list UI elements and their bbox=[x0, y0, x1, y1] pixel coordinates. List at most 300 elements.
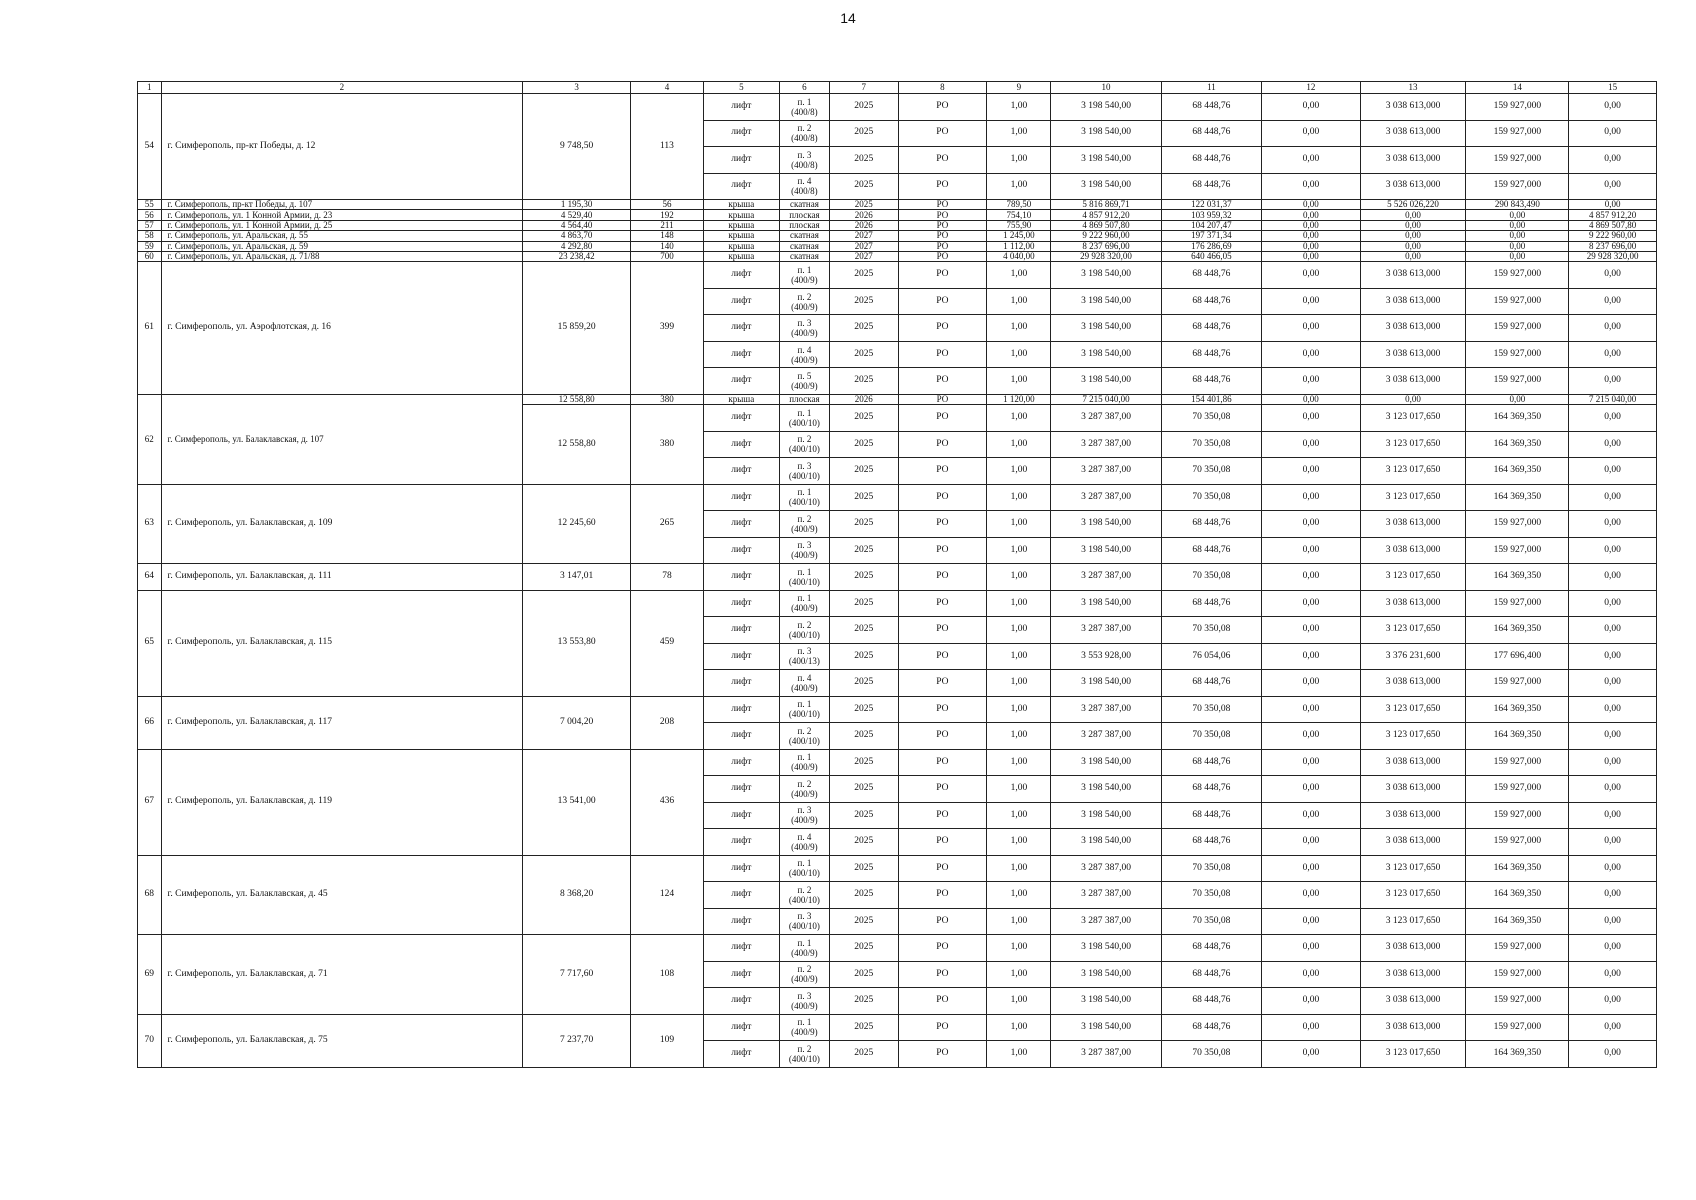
row-number: 68 bbox=[138, 855, 162, 935]
executor: РО bbox=[898, 405, 987, 432]
unit-cost: 68 448,76 bbox=[1161, 776, 1262, 803]
volume: 4 040,00 bbox=[987, 251, 1051, 261]
cost: 3 198 540,00 bbox=[1051, 537, 1161, 564]
work-type: лифт bbox=[703, 564, 779, 591]
cost: 3 198 540,00 bbox=[1051, 749, 1161, 776]
cost: 3 198 540,00 bbox=[1051, 802, 1161, 829]
executor: РО bbox=[898, 537, 987, 564]
element-label bbox=[779, 564, 829, 591]
residents-count: 108 bbox=[631, 935, 704, 1015]
fund-local: 159 927,000 bbox=[1466, 829, 1569, 856]
volume: 1,00 bbox=[987, 288, 1051, 315]
unit-cost: 68 448,76 bbox=[1161, 935, 1262, 962]
lift-spec: (400/10) bbox=[788, 444, 820, 455]
volume: 1,00 bbox=[987, 315, 1051, 342]
unit-cost: 68 448,76 bbox=[1161, 590, 1262, 617]
cost: 5 816 869,71 bbox=[1051, 200, 1161, 210]
cost: 3 198 540,00 bbox=[1051, 511, 1161, 538]
volume: 1,00 bbox=[987, 1041, 1051, 1068]
volume: 1,00 bbox=[987, 431, 1051, 458]
executor: РО bbox=[898, 961, 987, 988]
cost: 4 869 507,80 bbox=[1051, 220, 1161, 230]
fund-local: 0,00 bbox=[1466, 220, 1569, 230]
cost: 3 198 540,00 bbox=[1051, 288, 1161, 315]
work-type: крыша bbox=[703, 394, 779, 404]
fund-local: 164 369,350 bbox=[1466, 405, 1569, 432]
unit-cost: 640 466,05 bbox=[1161, 251, 1262, 261]
address: г. Симферополь, ул. Балаклавская, д. 107 bbox=[161, 394, 523, 484]
unit-cost: 68 448,76 bbox=[1161, 315, 1262, 342]
work-type: лифт bbox=[703, 511, 779, 538]
fund-owners: 0,00 bbox=[1569, 484, 1657, 511]
year: 2025 bbox=[830, 590, 898, 617]
executor: РО bbox=[898, 120, 987, 147]
executor: РО bbox=[898, 241, 987, 251]
total-area: 4 292,80 bbox=[523, 241, 631, 251]
element-label bbox=[779, 829, 829, 856]
total-area: 7 004,20 bbox=[523, 696, 631, 749]
address: г. Симферополь, ул. Балаклавская, д. 119 bbox=[161, 749, 523, 855]
residents-count: 56 bbox=[631, 200, 704, 210]
lift-spec: (400/10) bbox=[788, 417, 820, 428]
column-header-13: 13 bbox=[1360, 82, 1466, 94]
fund-federal: 0,00 bbox=[1262, 94, 1360, 121]
fund-federal: 0,00 bbox=[1262, 749, 1360, 776]
address: г. Симферополь, ул. Балаклавская, д. 71 bbox=[161, 935, 523, 1015]
fund-local: 164 369,350 bbox=[1466, 431, 1569, 458]
cost: 3 198 540,00 bbox=[1051, 935, 1161, 962]
work-type: лифт bbox=[703, 749, 779, 776]
row-number: 61 bbox=[138, 262, 162, 395]
element-label bbox=[779, 882, 829, 909]
lift-spec: (400/9) bbox=[791, 275, 818, 286]
total-area: 23 238,42 bbox=[523, 251, 631, 261]
volume: 1,00 bbox=[987, 802, 1051, 829]
entrance-number: п. 3 bbox=[797, 911, 812, 922]
year: 2025 bbox=[830, 855, 898, 882]
fund-regional: 3 123 017,650 bbox=[1360, 1041, 1466, 1068]
executor: РО bbox=[898, 220, 987, 230]
total-area: 12 245,60 bbox=[523, 484, 631, 564]
element-label bbox=[779, 802, 829, 829]
unit-cost: 70 350,08 bbox=[1161, 484, 1262, 511]
residents-count: 265 bbox=[631, 484, 704, 564]
lift-spec: (400/10) bbox=[788, 894, 820, 905]
fund-local: 164 369,350 bbox=[1466, 458, 1569, 485]
year: 2025 bbox=[830, 749, 898, 776]
year: 2025 bbox=[830, 882, 898, 909]
fund-regional: 3 038 613,000 bbox=[1360, 262, 1466, 289]
row-number: 67 bbox=[138, 749, 162, 855]
year: 2025 bbox=[830, 262, 898, 289]
fund-federal: 0,00 bbox=[1262, 431, 1360, 458]
cost: 3 198 540,00 bbox=[1051, 961, 1161, 988]
volume: 1,00 bbox=[987, 749, 1051, 776]
lift-spec: (400/9) bbox=[791, 550, 818, 561]
fund-federal: 0,00 bbox=[1262, 511, 1360, 538]
fund-federal: 0,00 bbox=[1262, 241, 1360, 251]
year: 2025 bbox=[830, 431, 898, 458]
work-type: лифт bbox=[703, 173, 779, 200]
entrance-number: п. 2 bbox=[797, 964, 812, 975]
element-label bbox=[779, 961, 829, 988]
lift-spec: (400/10) bbox=[788, 629, 820, 640]
fund-federal: 0,00 bbox=[1262, 315, 1360, 342]
executor: РО bbox=[898, 696, 987, 723]
element-label bbox=[779, 120, 829, 147]
fund-owners: 0,00 bbox=[1569, 288, 1657, 315]
fund-regional: 3 038 613,000 bbox=[1360, 173, 1466, 200]
address: г. Симферополь, ул. Аэрофлотская, д. 16 bbox=[161, 262, 523, 395]
unit-cost: 68 448,76 bbox=[1161, 961, 1262, 988]
volume: 1,00 bbox=[987, 935, 1051, 962]
executor: РО bbox=[898, 431, 987, 458]
entrance-number: п. 1 bbox=[797, 937, 812, 948]
fund-regional: 3 038 613,000 bbox=[1360, 341, 1466, 368]
element-label bbox=[779, 511, 829, 538]
element-label bbox=[779, 776, 829, 803]
fund-regional: 3 038 613,000 bbox=[1360, 537, 1466, 564]
executor: РО bbox=[898, 394, 987, 404]
fund-local: 159 927,000 bbox=[1466, 173, 1569, 200]
cost: 3 287 387,00 bbox=[1051, 458, 1161, 485]
fund-owners: 0,00 bbox=[1569, 431, 1657, 458]
year: 2025 bbox=[830, 988, 898, 1015]
work-type: лифт bbox=[703, 147, 779, 174]
volume: 1,00 bbox=[987, 670, 1051, 697]
fund-federal: 0,00 bbox=[1262, 262, 1360, 289]
work-type: лифт bbox=[703, 961, 779, 988]
row-number: 54 bbox=[138, 94, 162, 200]
element-label bbox=[779, 1014, 829, 1041]
cost: 3 287 387,00 bbox=[1051, 564, 1161, 591]
element-label: скатная bbox=[779, 251, 829, 261]
table-row bbox=[138, 94, 1657, 121]
lift-spec: (400/10) bbox=[788, 921, 820, 932]
fund-federal: 0,00 bbox=[1262, 173, 1360, 200]
fund-federal: 0,00 bbox=[1262, 776, 1360, 803]
year: 2025 bbox=[830, 643, 898, 670]
work-type: лифт bbox=[703, 855, 779, 882]
total-area: 7 237,70 bbox=[523, 1014, 631, 1067]
fund-federal: 0,00 bbox=[1262, 200, 1360, 210]
fund-regional: 3 038 613,000 bbox=[1360, 315, 1466, 342]
row-number: 55 bbox=[138, 200, 162, 210]
fund-owners: 7 215 040,00 bbox=[1569, 394, 1657, 404]
volume: 1,00 bbox=[987, 368, 1051, 395]
fund-local: 0,00 bbox=[1466, 210, 1569, 220]
year: 2025 bbox=[830, 617, 898, 644]
volume: 1,00 bbox=[987, 961, 1051, 988]
fund-owners: 0,00 bbox=[1569, 315, 1657, 342]
work-type: лифт bbox=[703, 723, 779, 750]
fund-owners: 0,00 bbox=[1569, 120, 1657, 147]
volume: 1,00 bbox=[987, 94, 1051, 121]
column-header-3: 3 bbox=[523, 82, 631, 94]
total-area: 7 717,60 bbox=[523, 935, 631, 1015]
fund-regional: 5 526 026,220 bbox=[1360, 200, 1466, 210]
work-type: лифт bbox=[703, 537, 779, 564]
year: 2025 bbox=[830, 829, 898, 856]
lift-spec: (400/10) bbox=[788, 735, 820, 746]
volume: 1,00 bbox=[987, 617, 1051, 644]
fund-owners: 0,00 bbox=[1569, 200, 1657, 210]
fund-local: 159 927,000 bbox=[1466, 511, 1569, 538]
residents-count: 211 bbox=[631, 220, 704, 230]
executor: РО bbox=[898, 94, 987, 121]
year: 2025 bbox=[830, 564, 898, 591]
fund-local: 164 369,350 bbox=[1466, 484, 1569, 511]
unit-cost: 68 448,76 bbox=[1161, 829, 1262, 856]
fund-federal: 0,00 bbox=[1262, 288, 1360, 315]
executor: РО bbox=[898, 511, 987, 538]
fund-federal: 0,00 bbox=[1262, 341, 1360, 368]
total-area: 15 859,20 bbox=[523, 262, 631, 395]
volume: 754,10 bbox=[987, 210, 1051, 220]
table-row bbox=[138, 935, 1657, 962]
fund-regional: 3 123 017,650 bbox=[1360, 723, 1466, 750]
executor: РО bbox=[898, 315, 987, 342]
element-label bbox=[779, 288, 829, 315]
fund-federal: 0,00 bbox=[1262, 961, 1360, 988]
work-type: лифт bbox=[703, 120, 779, 147]
lift-spec: (400/9) bbox=[791, 354, 818, 365]
entrance-number: п. 3 bbox=[797, 990, 812, 1001]
fund-federal: 0,00 bbox=[1262, 564, 1360, 591]
total-area: 9 748,50 bbox=[523, 94, 631, 200]
volume: 1,00 bbox=[987, 696, 1051, 723]
fund-regional: 3 038 613,000 bbox=[1360, 988, 1466, 1015]
element-label bbox=[779, 431, 829, 458]
work-type: лифт bbox=[703, 484, 779, 511]
year: 2025 bbox=[830, 935, 898, 962]
fund-regional: 3 038 613,000 bbox=[1360, 829, 1466, 856]
work-type: лифт bbox=[703, 405, 779, 432]
cost: 3 198 540,00 bbox=[1051, 590, 1161, 617]
element-label bbox=[779, 262, 829, 289]
fund-owners: 0,00 bbox=[1569, 723, 1657, 750]
fund-owners: 0,00 bbox=[1569, 855, 1657, 882]
year: 2025 bbox=[830, 288, 898, 315]
table-row bbox=[138, 590, 1657, 617]
row-number: 58 bbox=[138, 231, 162, 241]
element-label bbox=[779, 908, 829, 935]
volume: 1,00 bbox=[987, 405, 1051, 432]
fund-owners: 0,00 bbox=[1569, 802, 1657, 829]
fund-owners: 0,00 bbox=[1569, 341, 1657, 368]
cost: 3 287 387,00 bbox=[1051, 405, 1161, 432]
fund-regional: 3 038 613,000 bbox=[1360, 776, 1466, 803]
year: 2027 bbox=[830, 251, 898, 261]
element-label bbox=[779, 749, 829, 776]
row-number: 70 bbox=[138, 1014, 162, 1067]
lift-spec: (400/9) bbox=[791, 947, 818, 958]
unit-cost: 68 448,76 bbox=[1161, 147, 1262, 174]
element-label bbox=[779, 988, 829, 1015]
executor: РО bbox=[898, 670, 987, 697]
entrance-number: п. 4 bbox=[797, 831, 812, 842]
lift-spec: (400/10) bbox=[788, 497, 820, 508]
fund-local: 164 369,350 bbox=[1466, 855, 1569, 882]
lift-spec: (400/9) bbox=[791, 603, 818, 614]
volume: 1,00 bbox=[987, 882, 1051, 909]
unit-cost: 68 448,76 bbox=[1161, 368, 1262, 395]
work-type: лифт bbox=[703, 431, 779, 458]
table-row bbox=[138, 210, 1657, 220]
executor: РО bbox=[898, 882, 987, 909]
fund-regional: 3 123 017,650 bbox=[1360, 405, 1466, 432]
entrance-number: п. 1 bbox=[797, 752, 812, 763]
fund-owners: 0,00 bbox=[1569, 749, 1657, 776]
cost: 3 198 540,00 bbox=[1051, 776, 1161, 803]
fund-regional: 3 376 231,600 bbox=[1360, 643, 1466, 670]
fund-regional: 3 038 613,000 bbox=[1360, 120, 1466, 147]
entrance-number: п. 2 bbox=[797, 1043, 812, 1054]
executor: РО bbox=[898, 1014, 987, 1041]
table-row bbox=[138, 251, 1657, 261]
year: 2025 bbox=[830, 147, 898, 174]
entrance-number: п. 3 bbox=[797, 805, 812, 816]
element-label bbox=[779, 537, 829, 564]
fund-federal: 0,00 bbox=[1262, 1014, 1360, 1041]
column-header-1: 1 bbox=[138, 82, 162, 94]
cost: 3 198 540,00 bbox=[1051, 829, 1161, 856]
column-header-5: 5 bbox=[703, 82, 779, 94]
element-label bbox=[779, 1041, 829, 1068]
row-number: 57 bbox=[138, 220, 162, 230]
unit-cost: 104 207,47 bbox=[1161, 220, 1262, 230]
residents-count: 78 bbox=[631, 564, 704, 591]
fund-regional: 3 038 613,000 bbox=[1360, 961, 1466, 988]
unit-cost: 122 031,37 bbox=[1161, 200, 1262, 210]
address: г. Симферополь, ул. Балаклавская, д. 109 bbox=[161, 484, 523, 564]
work-type: лифт bbox=[703, 670, 779, 697]
unit-cost: 76 054,06 bbox=[1161, 643, 1262, 670]
unit-cost: 70 350,08 bbox=[1161, 458, 1262, 485]
table-row bbox=[138, 564, 1657, 591]
fund-local: 164 369,350 bbox=[1466, 723, 1569, 750]
volume: 1,00 bbox=[987, 341, 1051, 368]
fund-federal: 0,00 bbox=[1262, 405, 1360, 432]
executor: РО bbox=[898, 262, 987, 289]
cost: 8 237 696,00 bbox=[1051, 241, 1161, 251]
entrance-number: п. 1 bbox=[797, 699, 812, 710]
address: г. Симферополь, ул. Аральская, д. 55 bbox=[161, 231, 523, 241]
cost: 4 857 912,20 bbox=[1051, 210, 1161, 220]
residents-count: 459 bbox=[631, 590, 704, 696]
fund-local: 159 927,000 bbox=[1466, 590, 1569, 617]
element-label: плоская bbox=[779, 220, 829, 230]
fund-regional: 3 038 613,000 bbox=[1360, 368, 1466, 395]
unit-cost: 68 448,76 bbox=[1161, 670, 1262, 697]
fund-local: 159 927,000 bbox=[1466, 1014, 1569, 1041]
unit-cost: 68 448,76 bbox=[1161, 511, 1262, 538]
entrance-number: п. 1 bbox=[797, 858, 812, 869]
fund-regional: 0,00 bbox=[1360, 231, 1466, 241]
column-header-12: 12 bbox=[1262, 82, 1360, 94]
work-type: лифт bbox=[703, 341, 779, 368]
lift-spec: (400/9) bbox=[791, 301, 818, 312]
work-type: крыша bbox=[703, 220, 779, 230]
executor: РО bbox=[898, 231, 987, 241]
lift-spec: (400/10) bbox=[788, 709, 820, 720]
volume: 1 120,00 bbox=[987, 394, 1051, 404]
fund-federal: 0,00 bbox=[1262, 251, 1360, 261]
executor: РО bbox=[898, 776, 987, 803]
fund-federal: 0,00 bbox=[1262, 802, 1360, 829]
fund-local: 290 843,490 bbox=[1466, 200, 1569, 210]
executor: РО bbox=[898, 829, 987, 856]
column-header-15: 15 bbox=[1569, 82, 1657, 94]
fund-owners: 0,00 bbox=[1569, 935, 1657, 962]
fund-local: 159 927,000 bbox=[1466, 94, 1569, 121]
element-label: скатная bbox=[779, 241, 829, 251]
cost: 3 198 540,00 bbox=[1051, 368, 1161, 395]
lift-spec: (400/9) bbox=[791, 815, 818, 826]
cost: 3 198 540,00 bbox=[1051, 670, 1161, 697]
lift-spec: (400/9) bbox=[791, 328, 818, 339]
lift-spec: (400/9) bbox=[791, 841, 818, 852]
entrance-number: п. 2 bbox=[797, 619, 812, 630]
fund-federal: 0,00 bbox=[1262, 882, 1360, 909]
executor: РО bbox=[898, 988, 987, 1015]
residents-count: 380 bbox=[631, 394, 704, 404]
fund-federal: 0,00 bbox=[1262, 147, 1360, 174]
year: 2025 bbox=[830, 368, 898, 395]
work-type: лифт bbox=[703, 458, 779, 485]
element-label bbox=[779, 405, 829, 432]
work-type: крыша bbox=[703, 200, 779, 210]
executor: РО bbox=[898, 802, 987, 829]
work-type: лифт bbox=[703, 882, 779, 909]
total-area: 13 553,80 bbox=[523, 590, 631, 696]
address: г. Симферополь, ул. Аральская, д. 71/88 bbox=[161, 251, 523, 261]
year: 2025 bbox=[830, 1014, 898, 1041]
unit-cost: 68 448,76 bbox=[1161, 288, 1262, 315]
lift-spec: (400/8) bbox=[791, 106, 818, 117]
cost: 3 198 540,00 bbox=[1051, 262, 1161, 289]
cost: 3 287 387,00 bbox=[1051, 723, 1161, 750]
fund-owners: 29 928 320,00 bbox=[1569, 251, 1657, 261]
fund-local: 159 927,000 bbox=[1466, 749, 1569, 776]
year: 2025 bbox=[830, 315, 898, 342]
volume: 1,00 bbox=[987, 988, 1051, 1015]
unit-cost: 70 350,08 bbox=[1161, 431, 1262, 458]
year: 2025 bbox=[830, 458, 898, 485]
fund-federal: 0,00 bbox=[1262, 120, 1360, 147]
residents-count: 380 bbox=[631, 405, 704, 485]
address: г. Симферополь, ул. Балаклавская, д. 75 bbox=[161, 1014, 523, 1067]
fund-owners: 0,00 bbox=[1569, 988, 1657, 1015]
fund-owners: 0,00 bbox=[1569, 882, 1657, 909]
cost: 3 287 387,00 bbox=[1051, 484, 1161, 511]
year: 2025 bbox=[830, 200, 898, 210]
work-type: крыша bbox=[703, 251, 779, 261]
element-label: плоская bbox=[779, 210, 829, 220]
volume: 1,00 bbox=[987, 855, 1051, 882]
fund-local: 164 369,350 bbox=[1466, 696, 1569, 723]
element-label bbox=[779, 590, 829, 617]
unit-cost: 70 350,08 bbox=[1161, 908, 1262, 935]
year: 2026 bbox=[830, 210, 898, 220]
entrance-number: п. 3 bbox=[797, 540, 812, 551]
fund-local: 159 927,000 bbox=[1466, 120, 1569, 147]
lift-spec: (400/13) bbox=[788, 656, 820, 667]
element-label bbox=[779, 147, 829, 174]
fund-local: 164 369,350 bbox=[1466, 1041, 1569, 1068]
fund-federal: 0,00 bbox=[1262, 231, 1360, 241]
volume: 1,00 bbox=[987, 776, 1051, 803]
